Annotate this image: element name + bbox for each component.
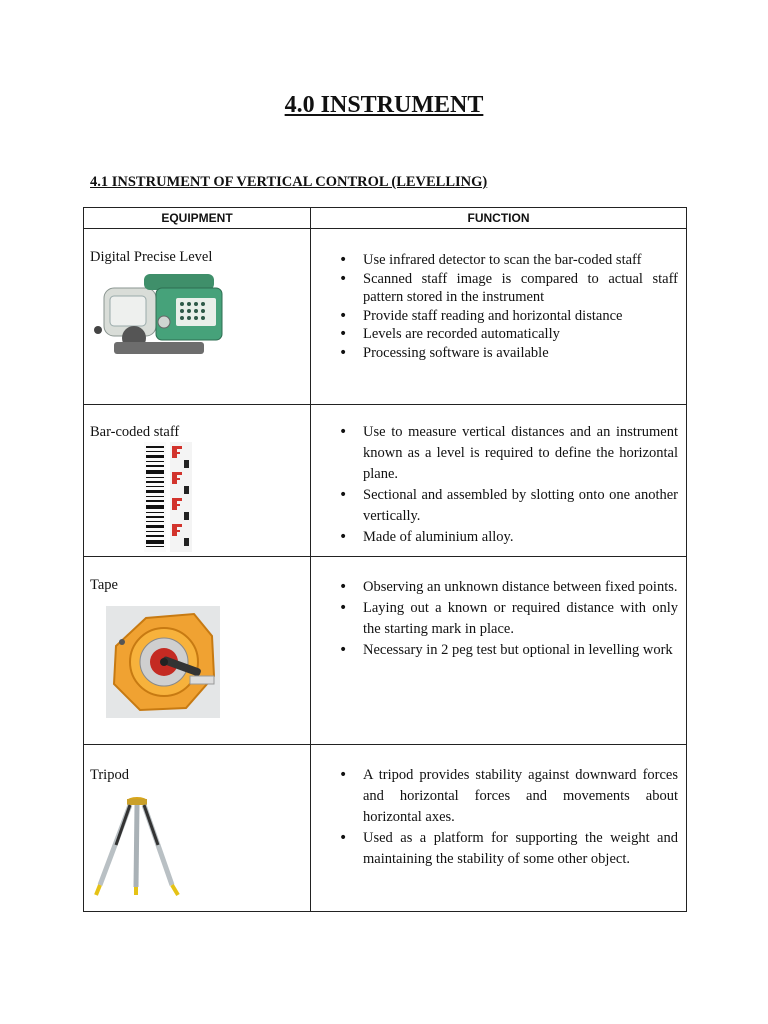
list-item: • Provide staff reading and horizontal distance (333, 307, 678, 326)
list-item: • Sectional and assembled by slotting onto one another vertically. (333, 485, 678, 527)
equipment-table (83, 207, 687, 912)
equipment-cell (84, 405, 311, 557)
function-cell (311, 745, 687, 912)
list-item: • Use to measure vertical distances and an instrument known as a level is required to define the horizontal plane. (333, 422, 678, 485)
tape-image (106, 606, 220, 718)
function-cell (311, 405, 687, 557)
table-row (84, 745, 687, 912)
list-item: • A tripod provides stability against downward forces and horizontal forces and movements about horizontal axes. (333, 765, 678, 828)
list-item: • Necessary in 2 peg test but optional in levelling work (333, 640, 678, 661)
equipment-name: Digital Precise Level (90, 249, 213, 265)
function-cell (311, 229, 687, 405)
function-list (311, 745, 686, 870)
function-list (311, 557, 686, 661)
equipment-cell (84, 745, 311, 912)
section-title: 4.1 INSTRUMENT OF VERTICAL CONTROL (LEVELLING) (90, 174, 488, 190)
list-item: • Used as a platform for supporting the weight and maintaining the stability of some other object. (333, 828, 678, 870)
function-list (311, 229, 686, 362)
table-row (84, 557, 687, 745)
equipment-cell (84, 557, 311, 745)
table-row (84, 405, 687, 557)
equipment-name: Tripod (90, 767, 129, 783)
list-item: • Use infrared detector to scan the bar-coded staff (333, 251, 678, 270)
list-item: • Made of aluminium alloy. (333, 527, 678, 548)
list-item: • Observing an unknown distance between fixed points. (333, 577, 678, 598)
table-header-row (84, 208, 687, 229)
function-list (311, 405, 686, 548)
page-title: 4.0 INSTRUMENT (284, 92, 484, 118)
function-cell (311, 557, 687, 745)
header-equipment: EQUIPMENT (84, 208, 311, 229)
list-item: • Processing software is available (333, 344, 678, 363)
barcode-staff-image (138, 442, 218, 552)
header-function: FUNCTION (311, 208, 687, 229)
list-item: • Levels are recorded automatically (333, 325, 678, 344)
equipment-name: Bar-coded staff (90, 424, 180, 440)
equipment-name: Tape (90, 577, 118, 593)
tripod-image (92, 793, 182, 897)
digital-level-image (94, 270, 234, 360)
table-row (84, 229, 687, 405)
list-item: • Scanned staff image is compared to actual staff pattern stored in the instrument (333, 270, 678, 307)
list-item: • Laying out a known or required distance with only the starting mark in place. (333, 598, 678, 640)
equipment-cell (84, 229, 311, 405)
